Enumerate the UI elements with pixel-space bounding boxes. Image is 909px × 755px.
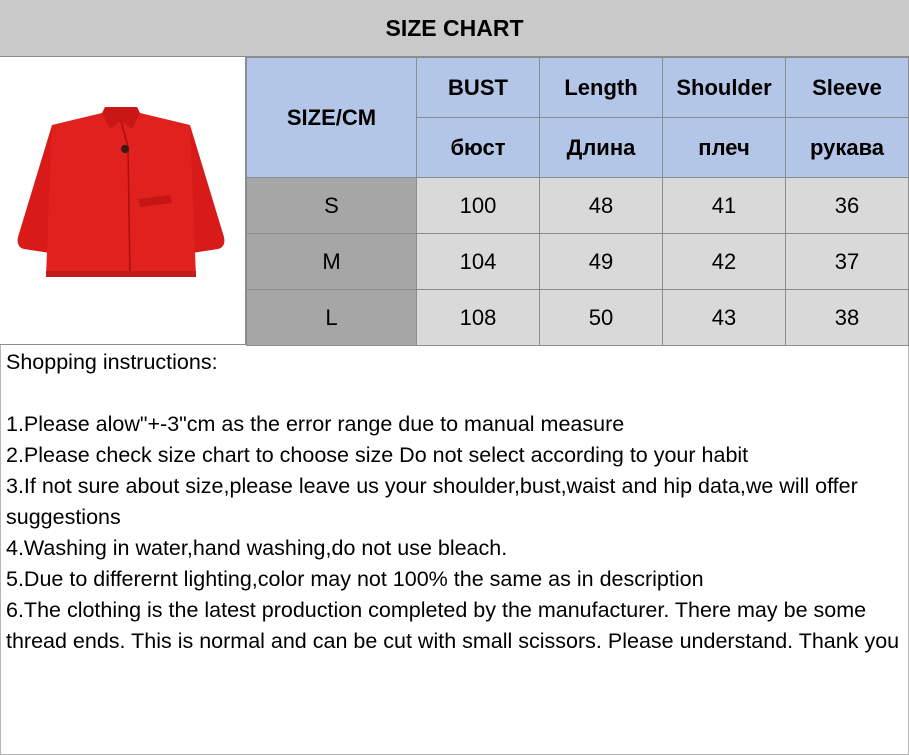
col-header-bust-en: BUST [417,58,540,118]
instructions-heading: Shopping instructions: [6,350,218,374]
jacket-image [10,107,232,287]
col-header-sleeve-en: Sleeve [786,58,909,118]
table-row [247,290,909,346]
instruction-item: 4.Washing in water,hand washing,do not use bleach. [6,536,508,560]
table-cell: 104 [417,234,540,290]
table-row [247,178,909,234]
col-header-length-en: Length [540,58,663,118]
table-cell: 41 [663,178,786,234]
table-cell: 48 [540,178,663,234]
table-cell: 49 [540,234,663,290]
shopping-instructions [6,347,906,657]
table-cell: 37 [786,234,909,290]
table-cell: 50 [540,290,663,346]
col-header-sleeve-ru: рукава [786,118,909,178]
col-header-shoulder-ru: плеч [663,118,786,178]
instruction-item: 3.If not sure about size,please leave us your shoulder,bust,waist and hip data,we will offer suggestions [6,474,858,529]
table-cell: 100 [417,178,540,234]
size-chart-title: SIZE CHART [0,0,909,57]
instruction-item: 1.Please alow"+-3"cm as the error range due to manual measure [6,412,625,436]
table-cell: 38 [786,290,909,346]
size-table [246,57,909,346]
table-cell: 108 [417,290,540,346]
product-image-cell [0,57,246,345]
col-header-bust-ru: бюст [417,118,540,178]
size-label: L [247,290,417,346]
col-header-shoulder-en: Shoulder [663,58,786,118]
size-label: M [247,234,417,290]
instruction-item: 2.Please check size chart to choose size Do not select according to your habit [6,443,749,467]
table-cell: 43 [663,290,786,346]
size-label: S [247,178,417,234]
table-cell: 36 [786,178,909,234]
table-cell: 42 [663,234,786,290]
instruction-item: 6.The clothing is the latest production completed by the manufacturer. There may be some thread ends. This is normal and can be cut with small scissors. Please understand. Thank you [6,598,900,653]
corner-header: SIZE/CM [247,58,417,178]
instruction-item: 5.Due to differernt lighting,color may not 100% the same as in description [6,567,704,591]
col-header-length-ru: Длина [540,118,663,178]
table-row [247,234,909,290]
